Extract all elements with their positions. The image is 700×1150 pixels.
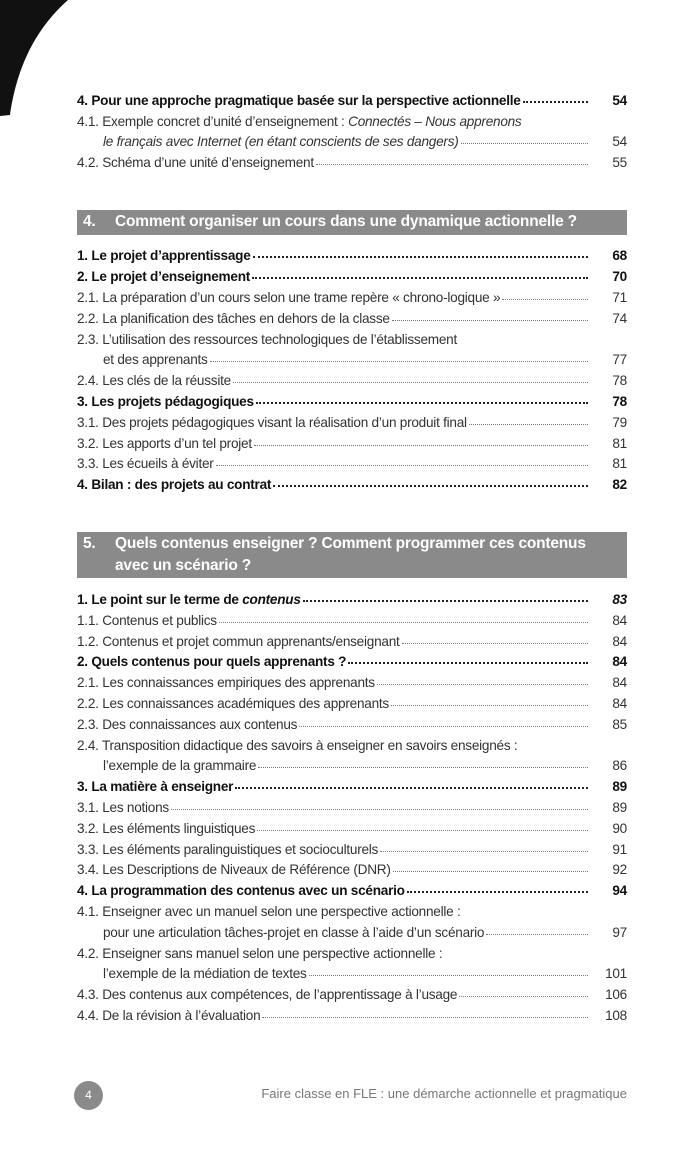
toc-line [77,753,627,774]
page-ref: 101 [605,966,627,982]
entry-text: le français avec Internet (en étant conscients de ses dangers) [103,134,459,150]
entry-text: 3.3. Les écueils à éviter [77,456,214,472]
page-ref: 78 [612,373,627,389]
toc-section [77,170,627,492]
page-ref: 106 [605,987,627,1003]
chapter-heading[interactable] [77,532,627,578]
spacer [77,170,627,190]
toc-line [77,607,627,628]
dot-leader [444,955,588,956]
dot-leader [235,786,588,789]
chapter-number: 5. [83,535,96,553]
toc-section [77,492,627,1023]
entry-text: 3. La matière à enseigner [77,779,234,795]
entry-text: 2.3. Des connaissances aux contenus [77,716,298,732]
dot-leader [407,890,588,893]
page-ref: 78 [612,394,627,410]
spacer [77,492,627,512]
chapter-title: Comment organiser un cours dans une dynamique actionnelle ? [115,213,577,231]
toc-line [77,815,627,836]
toc-line [77,430,627,451]
toc-entry-subsection[interactable] [77,981,627,1002]
entry-text: 2.2. Les connaissances académiques des apprenants [77,696,389,712]
toc-line [77,149,627,170]
toc-entry-subsection[interactable] [77,1002,627,1023]
toc-entry-subsection[interactable] [77,305,627,326]
page-ref: 89 [612,800,627,816]
dot-leader [391,704,588,706]
toc-line [77,690,627,711]
entry-text: 4. Bilan : des projets au contrat [77,477,272,493]
toc-line [77,263,627,284]
toc-entry-subsection[interactable] [77,451,627,472]
page-ref: 70 [612,269,627,285]
chapter-title: Quels contenus enseigner ? Comment programmer ces contenus avec un scénario ? [115,535,586,574]
entry-text: 1.2. Contenus et projet commun apprenants/enseignant [77,633,400,649]
page-ref: 84 [612,675,627,691]
page-ref: 86 [612,758,627,774]
toc-entry-subsection[interactable] [77,409,627,430]
entry-text: 2.3. L’utilisation des ressources technologiques de l’établissement [77,331,457,347]
toc-entry-section[interactable] [77,649,627,670]
toc-entry-section[interactable] [77,388,627,409]
dot-leader [256,401,588,404]
entry-text: l’exemple de la grammaire [103,758,257,774]
page-ref: 92 [612,862,627,878]
toc-line [77,305,627,326]
page-ref: 54 [612,92,627,108]
page-ref: 85 [612,716,627,732]
toc-line [77,326,627,347]
toc-line [77,87,627,108]
toc-line [77,919,627,940]
entry-text: pour une articulation tâches-projet en classe à l’aide d’un scénario [103,924,485,940]
toc-entry-subsection[interactable] [77,836,627,857]
dot-leader [303,599,588,602]
toc-entry-subsection[interactable] [77,898,627,940]
entry-text: 4. La programmation des contenus avec un scénario [77,883,405,899]
toc-line [77,669,627,690]
page-ref: 89 [612,779,627,795]
toc-line [77,877,627,898]
entry-text: 4.2. Schéma d’une unité d’enseignement [77,155,314,171]
toc-entry-section[interactable] [77,586,627,607]
chapter-number: 4. [83,213,96,231]
toc-entry-subsection[interactable] [77,149,627,170]
dot-leader [377,683,588,685]
dot-leader [463,913,588,914]
toc-entry-subsection[interactable] [77,108,627,150]
entry-text: 2.1. La préparation d’un cours selon une trame repère « chrono-logique » [77,290,501,306]
dot-leader [393,870,588,872]
entry-text: 3.1. Des projets pédagogiques visant la réalisation d’un produit final [77,414,467,430]
dot-leader [459,341,588,342]
page-ref: 55 [612,155,627,171]
page-ref: 71 [612,290,627,306]
chapter-heading[interactable] [77,210,627,235]
dot-leader [219,621,588,623]
toc-line [77,649,627,670]
dot-leader [519,747,588,748]
toc-line [77,981,627,1002]
dot-leader [392,319,588,321]
entry-text: et des apprenants [103,352,208,368]
corner-decoration [0,0,70,120]
toc-line [77,586,627,607]
toc-entry-subsection[interactable] [77,940,627,982]
dot-leader [502,298,588,300]
entry-text: l’exemple de la médiation de textes [103,966,307,982]
page-ref: 74 [612,310,627,326]
toc-line [77,773,627,794]
page-ref: 84 [612,633,627,649]
toc-section [77,87,627,170]
toc-line [77,732,627,753]
dot-leader [210,360,588,362]
toc-entry-subsection[interactable] [77,607,627,628]
dot-leader [252,276,588,279]
toc-line [77,940,627,961]
entry-text: 2. Le projet d’enseignement [77,269,251,285]
dot-leader [523,100,588,103]
toc-line [77,108,627,129]
page-ref: 68 [612,248,627,264]
toc-entry-subsection[interactable] [77,857,627,878]
entry-text: 4.1. Exemple concret d’unité d’enseignement : Connectés – Nous apprenons [77,113,522,129]
dot-leader [257,829,588,831]
entry-text: 3.1. Les notions [77,800,169,816]
toc-entry-section[interactable] [77,263,627,284]
toc-entry-subsection[interactable] [77,669,627,690]
page-ref: 83 [612,592,627,608]
toc-line [77,794,627,815]
toc-line [77,898,627,919]
page-ref: 108 [605,1007,627,1023]
entry-text: 4.2. Enseigner sans manuel selon une perspective actionnelle : [77,945,443,961]
toc-line [77,711,627,732]
dot-leader [486,933,588,935]
entry-text: 1. Le projet d’apprentissage [77,248,251,264]
entry-text: 3. Les projets pédagogiques [77,394,254,410]
page-ref: 84 [612,696,627,712]
page-ref: 82 [612,477,627,493]
entry-text: 2.1. Les connaissances empiriques des apprenants [77,675,375,691]
entry-text: 3.2. Les apports d’un tel projet [77,435,252,451]
page-ref: 81 [612,435,627,451]
dot-leader [348,661,588,664]
entry-text: 2.4. Transposition didactique des savoirs à enseigner en savoirs enseignés : [77,737,518,753]
toc-entry-section[interactable] [77,243,627,264]
page-ref: 84 [612,612,627,628]
page-ref: 54 [612,134,627,150]
toc-entry-subsection[interactable] [77,367,627,388]
page-ref: 91 [612,841,627,857]
dot-leader [262,1016,588,1018]
entry-text: 3.3. Les éléments paralinguistiques et socioculturels [77,841,379,857]
dot-leader [316,163,588,165]
entry-text: 2.4. Les clés de la réussite [77,373,231,389]
toc-line [77,409,627,430]
toc-entry-section[interactable] [77,773,627,794]
entry-text: 4.3. Des contenus aux compétences, de l’apprentissage à l’usage [77,987,458,1003]
entry-text: 1.1. Contenus et publics [77,612,217,628]
dot-leader [299,725,588,727]
table-of-contents [77,87,627,1023]
toc-line [77,388,627,409]
page-number-badge: 4 [74,1081,103,1110]
entry-text: 4.4. De la révision à l’évaluation [77,1007,261,1023]
toc-entry-subsection[interactable] [77,430,627,451]
toc-entry-section[interactable] [77,471,627,492]
toc-line [77,367,627,388]
page-ref: 77 [612,352,627,368]
dot-leader [171,808,588,810]
running-footer-title: Faire classe en FLE : une démarche actionnelle et pragmatique [261,1086,627,1101]
dot-leader [469,423,588,425]
page-ref: 97 [612,924,627,940]
toc-entry-section[interactable] [77,877,627,898]
dot-leader [402,642,588,644]
toc-line [77,1002,627,1023]
toc-line [77,129,627,150]
dot-leader [273,484,588,487]
entry-text: 3.2. Les éléments linguistiques [77,820,256,836]
toc-line [77,347,627,368]
toc-line [77,836,627,857]
dot-leader [461,142,588,144]
toc-entry-subsection[interactable] [77,326,627,368]
dot-leader [309,974,588,976]
dot-leader [380,850,588,852]
toc-entry-section[interactable] [77,87,627,108]
entry-text: 4.1. Enseigner avec un manuel selon une perspective actionnelle : [77,904,461,919]
toc-line [77,857,627,878]
dot-leader [459,995,588,997]
dot-leader [258,766,588,768]
page-ref: 81 [612,456,627,472]
dot-leader [216,464,588,466]
page-ref: 90 [612,820,627,836]
entry-text: 4. Pour une approche pragmatique basée sur la perspective actionnelle [77,92,521,108]
toc-entry-subsection[interactable] [77,711,627,732]
toc-line [77,961,627,982]
toc-entry-subsection[interactable] [77,628,627,649]
toc-line [77,243,627,264]
dot-leader [253,255,588,258]
dot-leader [523,123,588,124]
toc-entry-subsection[interactable] [77,732,627,774]
toc-entry-subsection[interactable] [77,815,627,836]
dot-leader [254,444,588,446]
toc-line [77,471,627,492]
toc-line [77,628,627,649]
dot-leader [233,381,588,383]
toc-line [77,284,627,305]
toc-entry-subsection[interactable] [77,794,627,815]
page-ref: 94 [612,883,627,899]
toc-entry-subsection[interactable] [77,284,627,305]
entry-text: 3.4. Les Descriptions de Niveaux de Référence (DNR) [77,862,391,878]
page-ref: 79 [612,414,627,430]
toc-line [77,451,627,472]
entry-text: 2.2. La planification des tâches en dehors de la classe [77,310,390,326]
entry-text: 2. Quels contenus pour quels apprenants ? [77,654,347,670]
toc-entry-subsection[interactable] [77,690,627,711]
entry-text: 1. Le point sur le terme de contenus [77,592,301,608]
page-ref: 84 [612,654,627,670]
